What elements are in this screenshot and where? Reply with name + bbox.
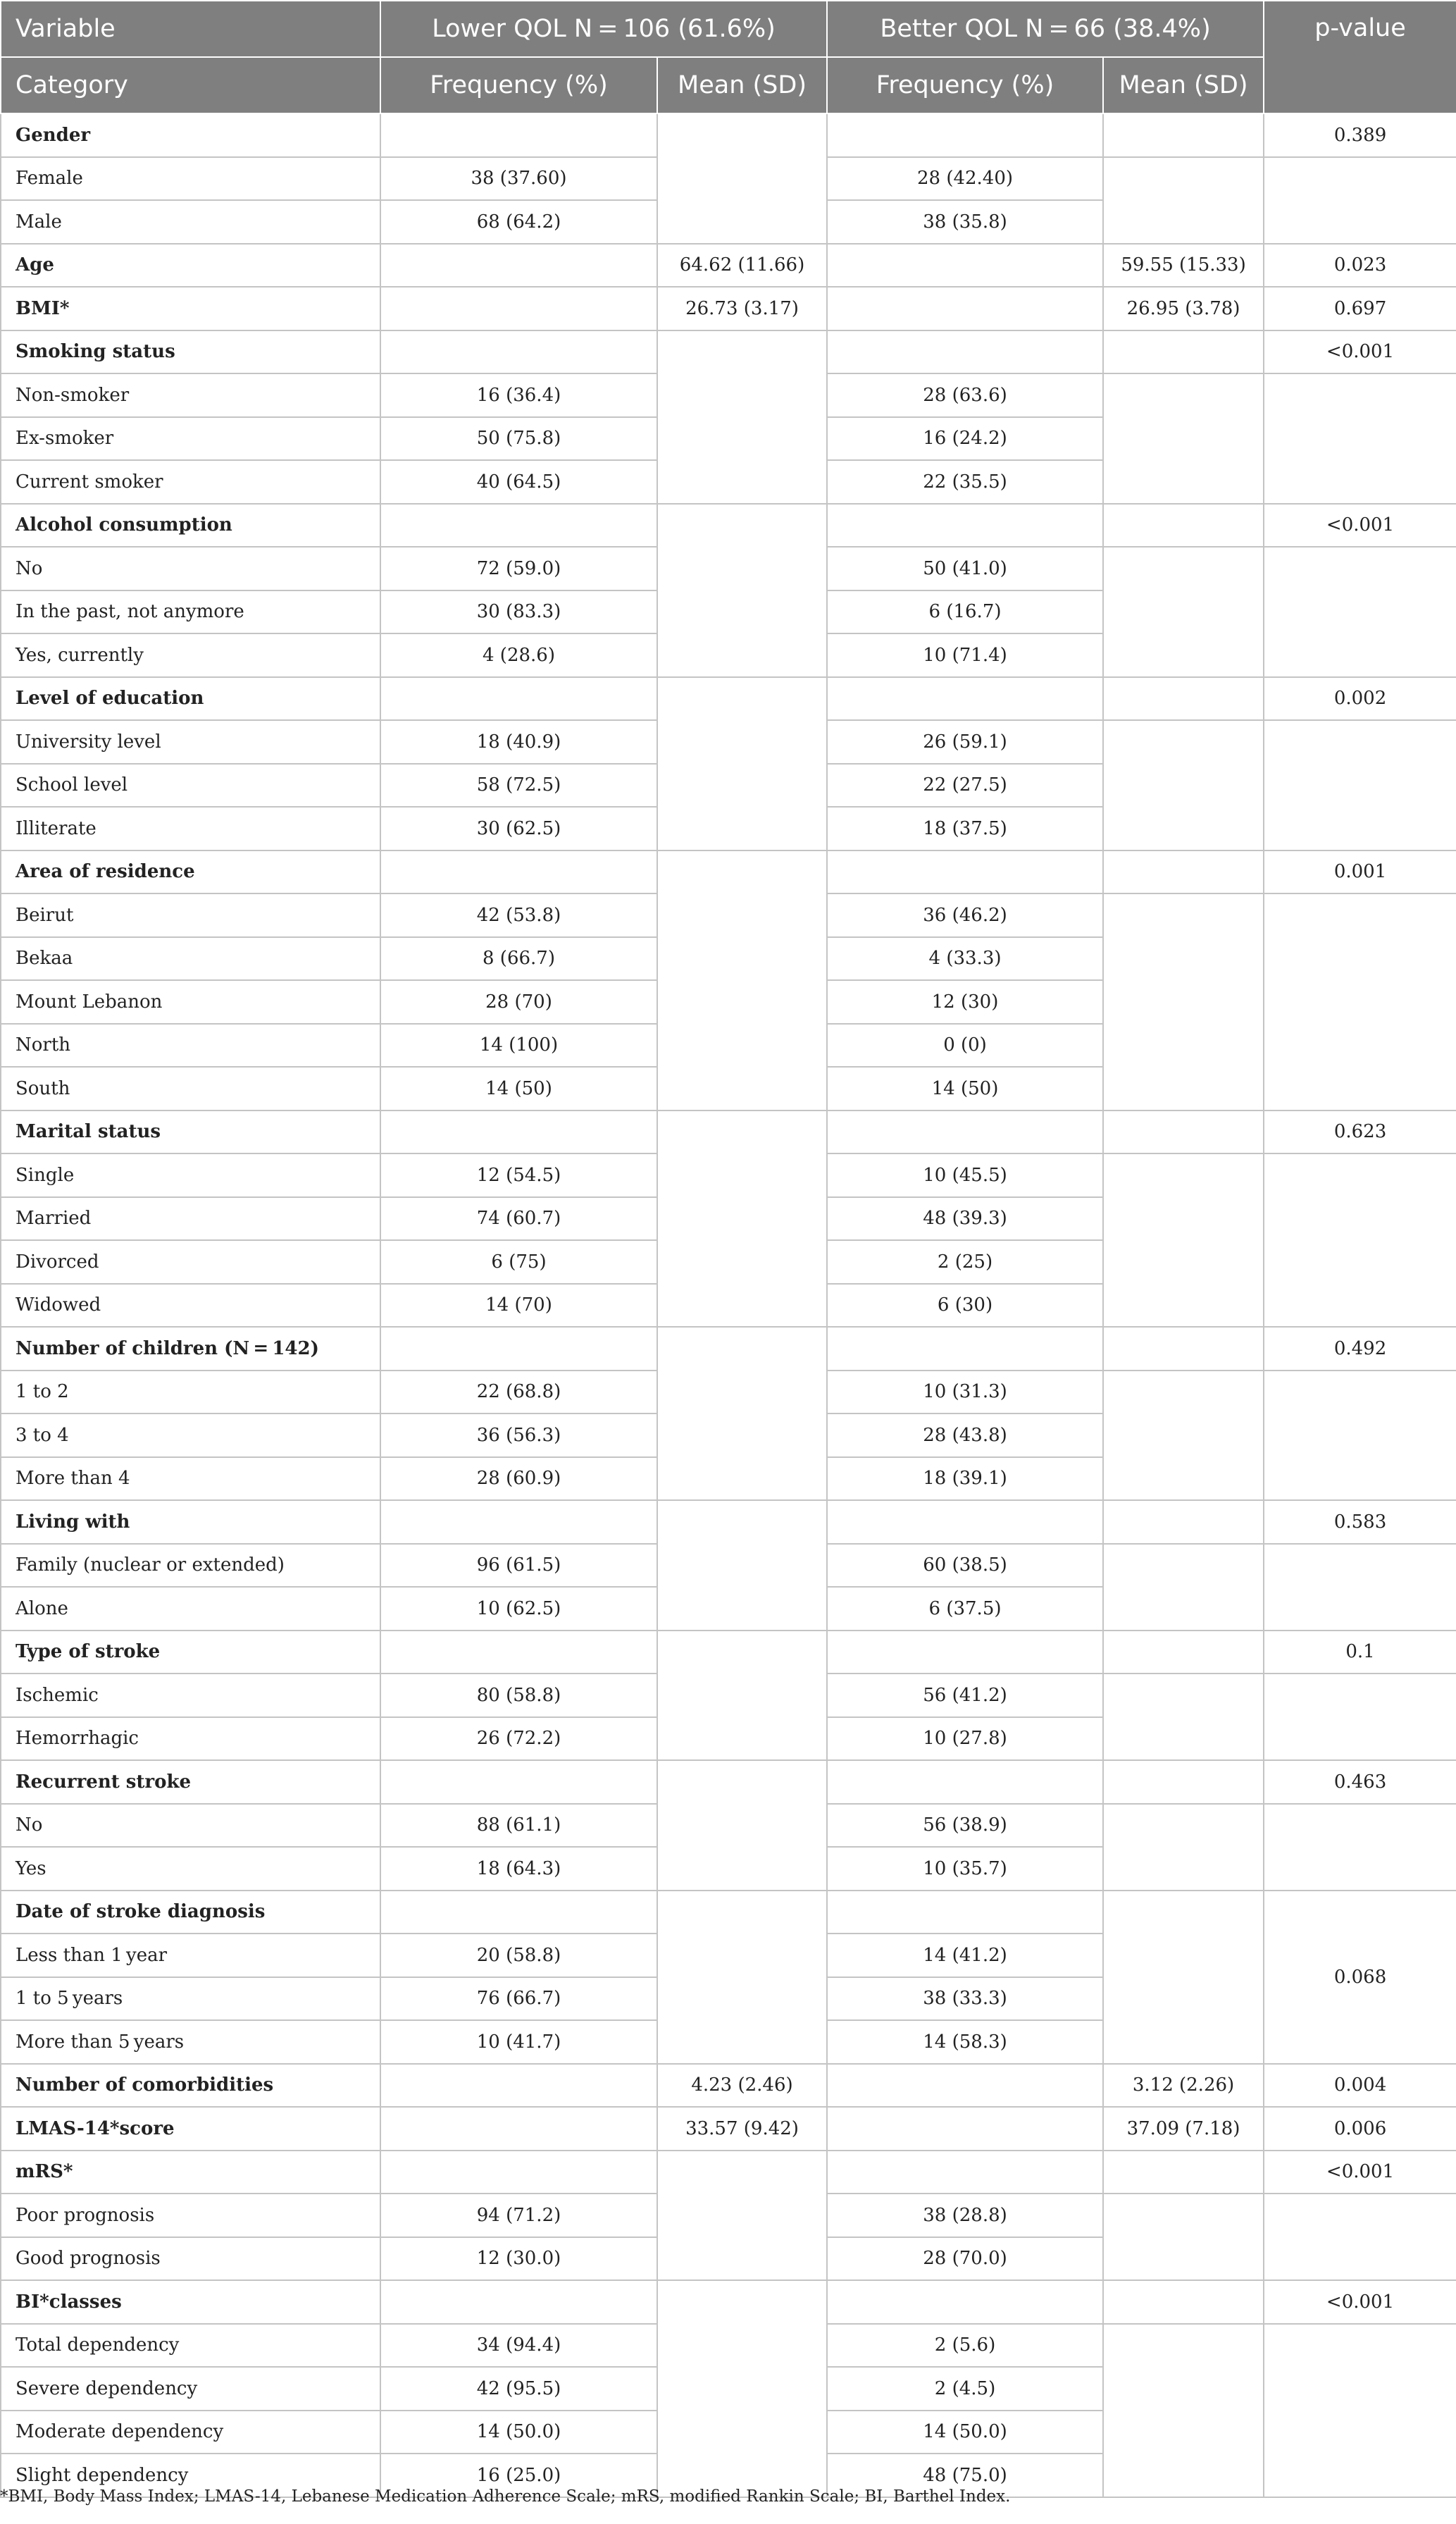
lower-frequency-cell [380, 2151, 657, 2194]
header-p-value [1264, 1, 1456, 113]
lower-frequency-cell [380, 504, 657, 548]
table-row [1, 1760, 1456, 1804]
lower-frequency-cell: 16 (25.0) [380, 2454, 657, 2497]
category-name: South [1, 1067, 380, 1111]
better-mean-cell [1103, 113, 1264, 157]
lower-frequency-cell: 14 (50.0) [380, 2411, 657, 2454]
lower-frequency-cell [380, 1327, 657, 1371]
p-value-cell: 0.623 [1264, 1111, 1456, 1154]
lower-frequency-cell [380, 1631, 657, 1674]
better-frequency-cell: 48 (39.3) [827, 1197, 1103, 1241]
better-frequency-cell: 6 (16.7) [827, 590, 1103, 634]
variable-name: Recurrent stroke [1, 1760, 380, 1804]
lower-mean-cell [657, 1760, 827, 1891]
lower-frequency-cell: 20 (58.8) [380, 1934, 657, 1977]
better-frequency-cell: 10 (27.8) [827, 1717, 1103, 1761]
header-variable: Variable [1, 1, 380, 57]
category-name: Ischemic [1, 1674, 380, 1717]
lower-frequency-cell [380, 1891, 657, 1934]
lower-frequency-cell: 96 (61.5) [380, 1544, 657, 1588]
lower-frequency-cell [380, 113, 657, 157]
variable-name: LMAS-14*score [1, 2107, 380, 2151]
better-frequency-cell: 10 (71.4) [827, 633, 1103, 677]
better-frequency-cell: 28 (42.40) [827, 157, 1103, 201]
better-frequency-cell [827, 1111, 1103, 1154]
p-value-cell: 0.068 [1264, 1891, 1456, 2064]
category-name: Widowed [1, 1284, 380, 1328]
lower-mean-cell [657, 1327, 827, 1500]
better-frequency-cell: 0 (0) [827, 1024, 1103, 1068]
category-name: Current smoker [1, 460, 380, 504]
category-name: University level [1, 720, 380, 764]
header-lower-qol [380, 1, 827, 57]
lower-mean-cell: 64.62 (11.66) [657, 244, 827, 287]
header-better-mean: Mean (SD) [1103, 57, 1264, 113]
p-value-cell [1264, 373, 1456, 504]
lower-frequency-cell: 10 (41.7) [380, 2020, 657, 2064]
table-row [1, 244, 1456, 287]
lower-mean-cell [657, 2151, 827, 2281]
category-name: Moderate dependency [1, 2411, 380, 2454]
better-mean-cell: 3.12 (2.26) [1103, 2064, 1264, 2108]
category-name: School level [1, 764, 380, 808]
p-value-cell [1264, 1674, 1456, 1760]
lower-frequency-cell: 40 (64.5) [380, 460, 657, 504]
p-value-cell: 0.389 [1264, 113, 1456, 157]
category-name: No [1, 1804, 380, 1848]
table-row [1, 504, 1456, 548]
lower-frequency-cell: 80 (58.8) [380, 1674, 657, 1717]
better-frequency-cell: 28 (70.0) [827, 2237, 1103, 2281]
category-name: Total dependency [1, 2324, 380, 2368]
lower-frequency-cell: 42 (53.8) [380, 893, 657, 937]
better-frequency-cell [827, 113, 1103, 157]
better-frequency-cell: 10 (45.5) [827, 1153, 1103, 1197]
better-mean-cell: 26.95 (3.78) [1103, 287, 1264, 330]
p-value-cell: 0.023 [1264, 244, 1456, 287]
better-frequency-cell [827, 1760, 1103, 1804]
better-frequency-cell [827, 1891, 1103, 1934]
better-mean-cell [1103, 677, 1264, 721]
lower-frequency-cell [380, 1111, 657, 1154]
lower-frequency-cell: 50 (75.8) [380, 417, 657, 461]
table-row [1, 113, 1456, 157]
p-value-cell: <0.001 [1264, 330, 1456, 374]
variable-name: Marital status [1, 1111, 380, 1154]
lower-frequency-cell: 12 (30.0) [380, 2237, 657, 2281]
better-mean-cell [1103, 850, 1264, 894]
better-mean-cell [1103, 1631, 1264, 1674]
better-frequency-cell: 2 (4.5) [827, 2367, 1103, 2411]
better-frequency-cell: 6 (37.5) [827, 1587, 1103, 1631]
variable-name: Smoking status [1, 330, 380, 374]
category-name: Married [1, 1197, 380, 1241]
lower-frequency-cell [380, 2107, 657, 2151]
better-mean-cell [1103, 157, 1264, 244]
category-name: Beirut [1, 893, 380, 937]
better-mean-cell [1103, 1371, 1264, 1501]
p-value-cell: <0.001 [1264, 2280, 1456, 2324]
category-name: 3 to 4 [1, 1413, 380, 1457]
better-mean-cell [1103, 1804, 1264, 1891]
category-name: Mount Lebanon [1, 980, 380, 1024]
p-value-cell [1264, 1544, 1456, 1631]
category-name: North [1, 1024, 380, 1068]
p-value-cell [1264, 547, 1456, 677]
lower-frequency-cell: 14 (50) [380, 1067, 657, 1111]
better-mean-cell [1103, 2194, 1264, 2280]
p-value-cell: 0.1 [1264, 1631, 1456, 1674]
better-frequency-cell: 50 (41.0) [827, 547, 1103, 590]
lower-mean-cell [657, 1891, 827, 2064]
lower-mean-cell [657, 504, 827, 677]
variable-name: Number of children (N = 142) [1, 1327, 380, 1371]
table-row [1, 287, 1456, 330]
better-frequency-cell: 38 (35.8) [827, 200, 1103, 244]
better-frequency-cell: 48 (75.0) [827, 2454, 1103, 2497]
lower-mean-cell [657, 1500, 827, 1631]
better-frequency-cell: 38 (33.3) [827, 1977, 1103, 2021]
variable-name: Alcohol consumption [1, 504, 380, 548]
better-frequency-cell: 6 (30) [827, 1284, 1103, 1328]
lower-frequency-cell: 16 (36.4) [380, 373, 657, 417]
better-frequency-cell: 14 (58.3) [827, 2020, 1103, 2064]
category-name: In the past, not anymore [1, 590, 380, 634]
better-frequency-cell [827, 850, 1103, 894]
table-row [1, 1891, 1456, 1934]
category-name: Yes [1, 1847, 380, 1891]
table-header [1, 1, 1456, 113]
better-frequency-cell: 2 (5.6) [827, 2324, 1103, 2368]
better-mean-cell [1103, 373, 1264, 504]
better-frequency-cell [827, 504, 1103, 548]
category-name: Severe dependency [1, 2367, 380, 2411]
lower-frequency-cell: 42 (95.5) [380, 2367, 657, 2411]
header-row-columns [1, 57, 1456, 113]
better-frequency-cell: 28 (63.6) [827, 373, 1103, 417]
better-frequency-cell [827, 677, 1103, 721]
p-value-cell: 0.002 [1264, 677, 1456, 721]
better-mean-cell [1103, 2151, 1264, 2194]
header-better-frequency: Frequency (%) [827, 57, 1103, 113]
variable-name: Area of residence [1, 850, 380, 894]
better-mean-cell [1103, 1111, 1264, 1154]
lower-frequency-cell [380, 850, 657, 894]
table-row [1, 677, 1456, 721]
header-category: Category [1, 57, 380, 113]
better-frequency-cell [827, 2107, 1103, 2151]
better-frequency-cell: 2 (25) [827, 1240, 1103, 1284]
p-value-cell: 0.001 [1264, 850, 1456, 894]
table-row [1, 2151, 1456, 2194]
table-row [1, 2280, 1456, 2324]
better-mean-cell [1103, 1760, 1264, 1804]
table-row [1, 2107, 1456, 2151]
better-frequency-cell: 56 (41.2) [827, 1674, 1103, 1717]
p-value-cell [1264, 720, 1456, 850]
better-mean-cell: 59.55 (15.33) [1103, 244, 1264, 287]
lower-frequency-cell: 74 (60.7) [380, 1197, 657, 1241]
lower-frequency-cell: 14 (70) [380, 1284, 657, 1328]
p-value-cell [1264, 1804, 1456, 1891]
p-value-cell [1264, 157, 1456, 244]
category-name: Poor prognosis [1, 2194, 380, 2237]
table-footnote: *BMI, Body Mass Index; LMAS-14, Lebanese Medication Adherence Scale; mRS, modified Rankin Scale; BI, Barthel Index. [0, 2487, 1011, 2506]
better-frequency-cell: 56 (38.9) [827, 1804, 1103, 1848]
variable-name: Gender [1, 113, 380, 157]
lower-frequency-cell: 88 (61.1) [380, 1804, 657, 1848]
better-mean-cell [1103, 893, 1264, 1111]
p-value-cell: 0.004 [1264, 2064, 1456, 2108]
table-row [1, 1327, 1456, 1371]
category-name: No [1, 547, 380, 590]
header-p-value-label: p-value [1314, 14, 1406, 42]
table-row [1, 1111, 1456, 1154]
table-row [1, 2064, 1456, 2108]
category-name: Ex-smoker [1, 417, 380, 461]
p-value-cell [1264, 2324, 1456, 2497]
lower-frequency-cell [380, 287, 657, 330]
lower-frequency-cell: 76 (66.7) [380, 1977, 657, 2021]
category-name: Slight dependency [1, 2454, 380, 2497]
variable-name: mRS* [1, 2151, 380, 2194]
better-frequency-cell: 12 (30) [827, 980, 1103, 1024]
better-mean-cell [1103, 1674, 1264, 1760]
lower-frequency-cell: 68 (64.2) [380, 200, 657, 244]
category-name: Family (nuclear or extended) [1, 1544, 380, 1588]
category-name: Alone [1, 1587, 380, 1631]
category-name: Hemorrhagic [1, 1717, 380, 1761]
category-name: Bekaa [1, 937, 380, 981]
variable-name: Age [1, 244, 380, 287]
lower-mean-cell [657, 330, 827, 504]
variable-name: Number of comorbidities [1, 2064, 380, 2108]
lower-mean-cell: 4.23 (2.46) [657, 2064, 827, 2108]
lower-mean-cell [657, 1631, 827, 1761]
p-value-cell: <0.001 [1264, 2151, 1456, 2194]
p-value-cell [1264, 1371, 1456, 1501]
better-frequency-cell [827, 1631, 1103, 1674]
better-mean-cell [1103, 330, 1264, 374]
better-frequency-cell: 60 (38.5) [827, 1544, 1103, 1588]
variable-name: Date of stroke diagnosis [1, 1891, 380, 1934]
lower-frequency-cell [380, 677, 657, 721]
better-frequency-cell: 10 (35.7) [827, 1847, 1103, 1891]
better-frequency-cell: 4 (33.3) [827, 937, 1103, 981]
lower-frequency-cell: 18 (40.9) [380, 720, 657, 764]
variable-name: Type of stroke [1, 1631, 380, 1674]
better-frequency-cell [827, 1500, 1103, 1544]
p-value-cell: <0.001 [1264, 504, 1456, 548]
better-frequency-cell [827, 1327, 1103, 1371]
lower-frequency-cell [380, 1500, 657, 1544]
lower-frequency-cell: 72 (59.0) [380, 547, 657, 590]
better-frequency-cell: 18 (39.1) [827, 1457, 1103, 1501]
better-mean-cell: 37.09 (7.18) [1103, 2107, 1264, 2151]
lower-mean-cell: 33.57 (9.42) [657, 2107, 827, 2151]
lower-mean-cell [657, 2280, 827, 2497]
lower-mean-cell [657, 113, 827, 244]
header-better-qol-label: Better QOL N = 66 (38.4%) [880, 15, 1211, 43]
variable-name: BMI* [1, 287, 380, 330]
lower-frequency-cell [380, 2280, 657, 2324]
better-mean-cell [1103, 504, 1264, 548]
lower-frequency-cell: 26 (72.2) [380, 1717, 657, 1761]
lower-frequency-cell [380, 330, 657, 374]
better-frequency-cell: 28 (43.8) [827, 1413, 1103, 1457]
better-frequency-cell: 22 (35.5) [827, 460, 1103, 504]
header-lower-qol-label: Lower QOL N = 106 (61.6%) [432, 15, 776, 43]
p-value-cell: 0.006 [1264, 2107, 1456, 2151]
table-row [1, 330, 1456, 374]
category-name: Yes, currently [1, 633, 380, 677]
lower-mean-cell [657, 677, 827, 850]
p-value-cell [1264, 893, 1456, 1111]
better-frequency-cell [827, 2064, 1103, 2108]
lower-frequency-cell [380, 1760, 657, 1804]
variable-name: BI*classes [1, 2280, 380, 2324]
lower-frequency-cell: 14 (100) [380, 1024, 657, 1068]
better-mean-cell [1103, 547, 1264, 677]
lower-mean-cell: 26.73 (3.17) [657, 287, 827, 330]
lower-frequency-cell: 94 (71.2) [380, 2194, 657, 2237]
better-frequency-cell: 14 (50.0) [827, 2411, 1103, 2454]
lower-frequency-cell: 28 (60.9) [380, 1457, 657, 1501]
better-frequency-cell: 14 (41.2) [827, 1934, 1103, 1977]
better-frequency-cell: 22 (27.5) [827, 764, 1103, 808]
table-body [1, 113, 1456, 2497]
lower-frequency-cell: 12 (54.5) [380, 1153, 657, 1197]
lower-frequency-cell: 28 (70) [380, 980, 657, 1024]
lower-frequency-cell: 30 (62.5) [380, 807, 657, 850]
table-row [1, 1500, 1456, 1544]
p-value-cell: 0.697 [1264, 287, 1456, 330]
category-name: 1 to 2 [1, 1371, 380, 1414]
table-row [1, 850, 1456, 894]
better-frequency-cell: 26 (59.1) [827, 720, 1103, 764]
better-mean-cell [1103, 2324, 1264, 2497]
lower-frequency-cell: 8 (66.7) [380, 937, 657, 981]
p-value-cell: 0.583 [1264, 1500, 1456, 1544]
better-mean-cell [1103, 720, 1264, 850]
p-value-cell: 0.492 [1264, 1327, 1456, 1371]
table-row [1, 1631, 1456, 1674]
category-name: More than 5 years [1, 2020, 380, 2064]
category-name: Non-smoker [1, 373, 380, 417]
category-name: Good prognosis [1, 2237, 380, 2281]
lower-frequency-cell: 34 (94.4) [380, 2324, 657, 2368]
header-row-groups [1, 1, 1456, 57]
lower-frequency-cell: 36 (56.3) [380, 1413, 657, 1457]
better-frequency-cell [827, 2280, 1103, 2324]
better-frequency-cell [827, 330, 1103, 374]
category-name: 1 to 5 years [1, 1977, 380, 2021]
better-mean-cell [1103, 1544, 1264, 1631]
better-mean-cell [1103, 2280, 1264, 2324]
category-name: Female [1, 157, 380, 201]
better-frequency-cell: 38 (28.8) [827, 2194, 1103, 2237]
lower-frequency-cell: 58 (72.5) [380, 764, 657, 808]
better-frequency-cell: 16 (24.2) [827, 417, 1103, 461]
category-name: More than 4 [1, 1457, 380, 1501]
lower-frequency-cell [380, 2064, 657, 2108]
lower-frequency-cell: 38 (37.60) [380, 157, 657, 201]
better-mean-cell [1103, 1891, 1264, 2064]
better-mean-cell [1103, 1153, 1264, 1327]
lower-frequency-cell: 30 (83.3) [380, 590, 657, 634]
header-lower-frequency: Frequency (%) [380, 57, 657, 113]
p-value-cell: 0.463 [1264, 1760, 1456, 1804]
p-value-cell [1264, 1153, 1456, 1327]
better-mean-cell [1103, 1500, 1264, 1544]
variable-name: Living with [1, 1500, 380, 1544]
category-name: Less than 1 year [1, 1934, 380, 1977]
lower-frequency-cell: 10 (62.5) [380, 1587, 657, 1631]
lower-frequency-cell: 6 (75) [380, 1240, 657, 1284]
better-frequency-cell: 10 (31.3) [827, 1371, 1103, 1414]
variable-name: Level of education [1, 677, 380, 721]
better-frequency-cell: 14 (50) [827, 1067, 1103, 1111]
lower-frequency-cell: 4 (28.6) [380, 633, 657, 677]
lower-frequency-cell: 22 (68.8) [380, 1371, 657, 1414]
category-name: Divorced [1, 1240, 380, 1284]
better-mean-cell [1103, 1327, 1264, 1371]
category-name: Single [1, 1153, 380, 1197]
better-frequency-cell [827, 2151, 1103, 2194]
lower-frequency-cell: 18 (64.3) [380, 1847, 657, 1891]
lower-mean-cell [657, 1111, 827, 1328]
lower-mean-cell [657, 850, 827, 1111]
better-frequency-cell: 36 (46.2) [827, 893, 1103, 937]
p-value-cell [1264, 2194, 1456, 2280]
better-frequency-cell: 18 (37.5) [827, 807, 1103, 850]
better-frequency-cell [827, 244, 1103, 287]
better-frequency-cell [827, 287, 1103, 330]
header-lower-mean: Mean (SD) [657, 57, 827, 113]
category-name: Male [1, 200, 380, 244]
lower-frequency-cell [380, 244, 657, 287]
header-better-qol [827, 1, 1264, 57]
category-name: Illiterate [1, 807, 380, 850]
